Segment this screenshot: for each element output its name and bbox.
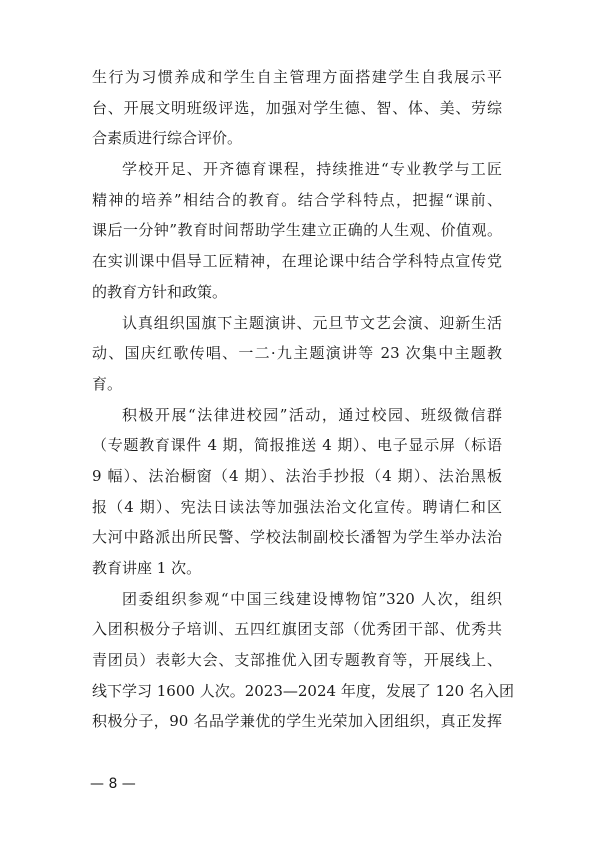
text-line: 教育讲座 1 次。	[92, 559, 202, 577]
text-line: 认真组织国旗下主题演讲、元旦节文艺会演、迎新生活	[122, 313, 502, 332]
text-line: 积极分子，90 名品学兼优的学生光荣加入团组织，真正发挥	[92, 712, 502, 731]
body-text	[92, 62, 514, 737]
text-line: 报（4 期）、宪法日读法等加强法治文化宣传。聘请仁和区	[92, 497, 502, 516]
text-line: 大河中路派出所民警、学校法制副校长潘智为学生举办法治	[92, 528, 502, 547]
text-line: 团委组织参观“中国三线建设博物馆”320 人次，组织	[122, 589, 502, 608]
page-number: — 8 —	[90, 776, 136, 792]
text-line: （专题教育课件 4 期，简报推送 4 期）、电子显示屏（标语	[92, 436, 502, 455]
text-line: 合素质进行综合评价。	[92, 129, 243, 148]
text-line: 动、国庆红歌传唱、一二·九主题演讲等 23 次集中主题教	[92, 344, 502, 363]
text-line: 线下学习 1600 人次。2023—2024 年度，发展了 120 名入团	[92, 681, 514, 700]
text-line: 学校开足、开齐德育课程，持续推进“专业教学与工匠	[122, 160, 502, 179]
text-line: 在实训课中倡导工匠精神，在理论课中结合学科特点宣传党	[92, 252, 502, 271]
text-line: 课后一分钟”教育时间帮助学生建立正确的人生观、价值观。	[92, 221, 502, 240]
text-line: 积极开展“法律进校园”活动，通过校园、班级微信群	[122, 405, 502, 424]
text-line: 的教育方针和政策。	[92, 282, 228, 301]
text-line: 入团积极分子培训、五四红旗团支部（优秀团干部、优秀共	[92, 620, 502, 639]
text-line: 育。	[92, 374, 123, 393]
text-line: 青团员）表彰大会、支部推优入团专题教育等，开展线上、	[92, 651, 502, 670]
text-line: 台、开展文明班级评选，加强对学生德、智、体、美、劳综	[92, 98, 502, 117]
text-line: 精神的培养”相结合的教育。结合学科特点，把握“课前、	[92, 190, 502, 209]
text-line: 9 幅）、法治橱窗（4 期）、法治手抄报（4 期）、法治黑板	[92, 466, 502, 485]
text-line: 生行为习惯养成和学生自主管理方面搭建学生自我展示平	[92, 68, 502, 86]
